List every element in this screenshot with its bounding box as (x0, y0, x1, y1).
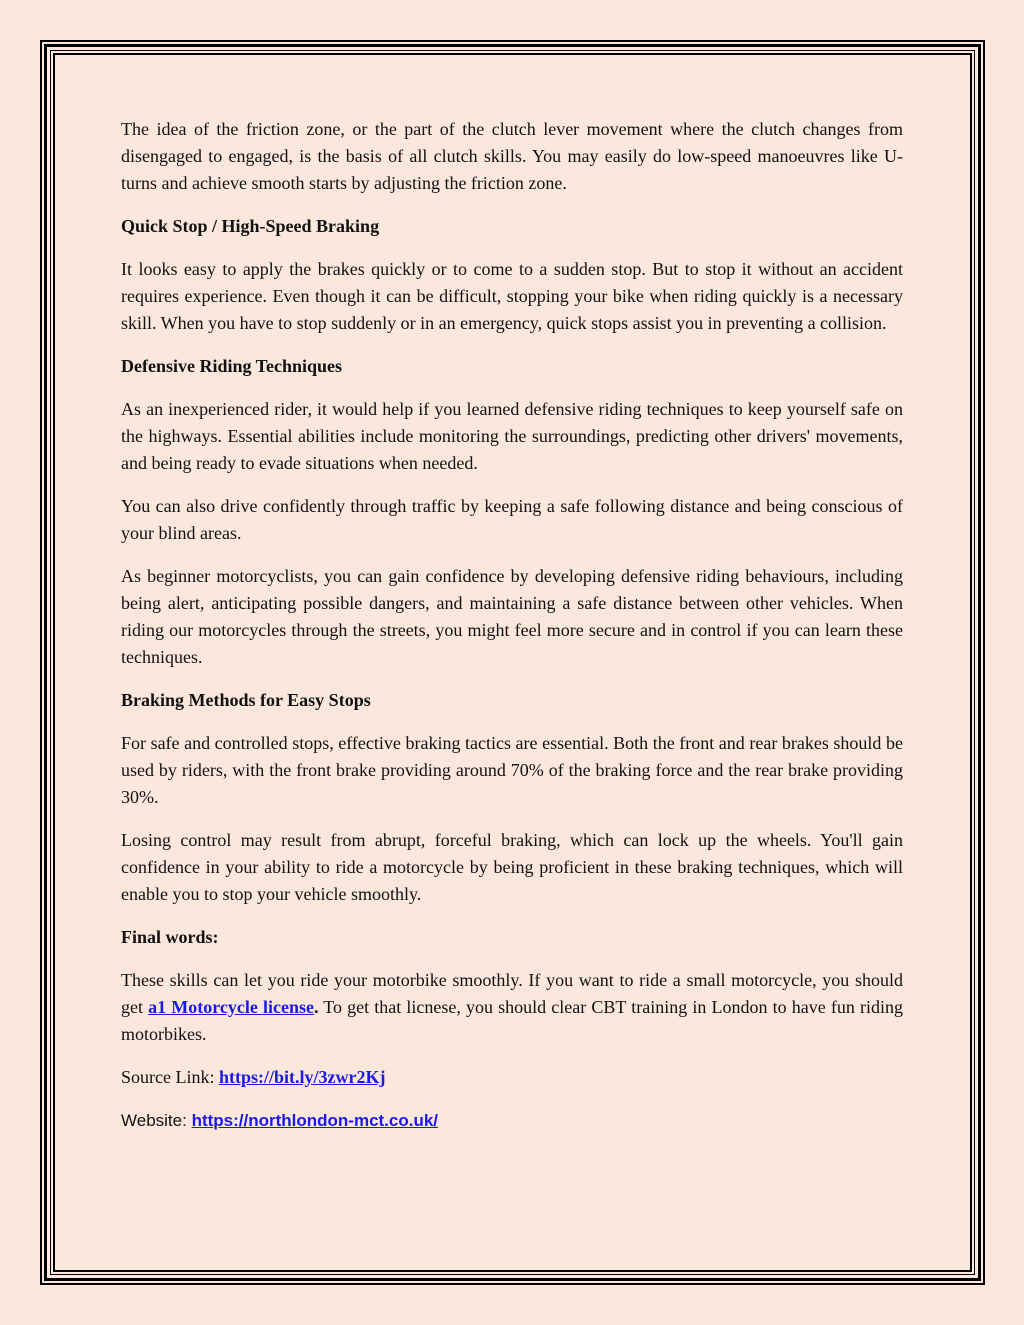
final-text-after: To get that licnese, you should clear CBT training in London to have fun riding motorbikes. (121, 997, 903, 1044)
heading-braking-methods: Braking Methods for Easy Stops (121, 690, 371, 710)
paragraph-defensive-3: As beginner motorcyclists, you can gain confidence by developing defensive riding behaviours, including being alert, anticipating possible dangers, and maintaining a safe distance between other vehicles. When riding our motorcycles through the streets, you might feel more secure and in control if you can learn these techniques. (121, 566, 903, 667)
source-line (121, 1064, 903, 1091)
paragraph-braking-1: For safe and controlled stops, effective braking tactics are essential. Both the front and rear brakes should be used by riders, with the front brake providing around 70% of the braking force and the rear brake providing 30%. (121, 733, 903, 807)
paragraph-friction-zone: The idea of the friction zone, or the part of the clutch lever movement where the clutch changes from disengaged to engaged, is the basis of all clutch skills. You may easily do low-speed manoeuvres like U-turns and achieve smooth starts by adjusting the friction zone. (121, 119, 903, 193)
paragraph-braking-2: Losing control may result from abrupt, forceful braking, which can lock up the wheels. You'll gain confidence in your ability to ride a motorcycle by being proficient in these braking techniques, which will enable you to stop your vehicle smoothly. (121, 830, 903, 904)
document-body (121, 116, 903, 1150)
source-link[interactable]: https://bit.ly/3zwr2Kj (218, 1067, 386, 1087)
heading-quick-stop: Quick Stop / High-Speed Braking (121, 216, 380, 236)
paragraph-defensive-1: As an inexperienced rider, it would help if you learned defensive riding techniques to keep yourself safe on the highways. Essential abilities include monitoring the surroundings, predicting other drivers' movements, and being ready to evade situations when needed. (121, 399, 903, 473)
website-label: Website: (121, 1111, 192, 1130)
source-label: Source Link: (121, 1067, 219, 1087)
website-line (121, 1107, 903, 1134)
paragraph-defensive-2: You can also drive confidently through traffic by keeping a safe following distance and being conscious of your blind areas. (121, 496, 903, 543)
final-text-before: These skills can let you ride your motorbike smoothly. If you want to ride a small motorcycle, you should get (121, 970, 903, 1017)
final-dot: . (314, 997, 319, 1017)
heading-defensive-riding: Defensive Riding Techniques (121, 356, 343, 376)
paragraph-quick-stop: It looks easy to apply the brakes quickly or to come to a sudden stop. But to stop it without an accident requires experience. Even though it can be difficult, stopping your bike when riding quickly is a necessary skill. When you have to stop suddenly or in an emergency, quick stops assist you in preventing a collision. (121, 259, 903, 333)
paragraph-final (121, 967, 903, 1048)
website-link[interactable]: https://northlondon-mct.co.uk/ (191, 1111, 439, 1130)
heading-final-words: Final words: (121, 927, 219, 947)
a1-license-link[interactable]: a1 Motorcycle license (148, 997, 314, 1017)
